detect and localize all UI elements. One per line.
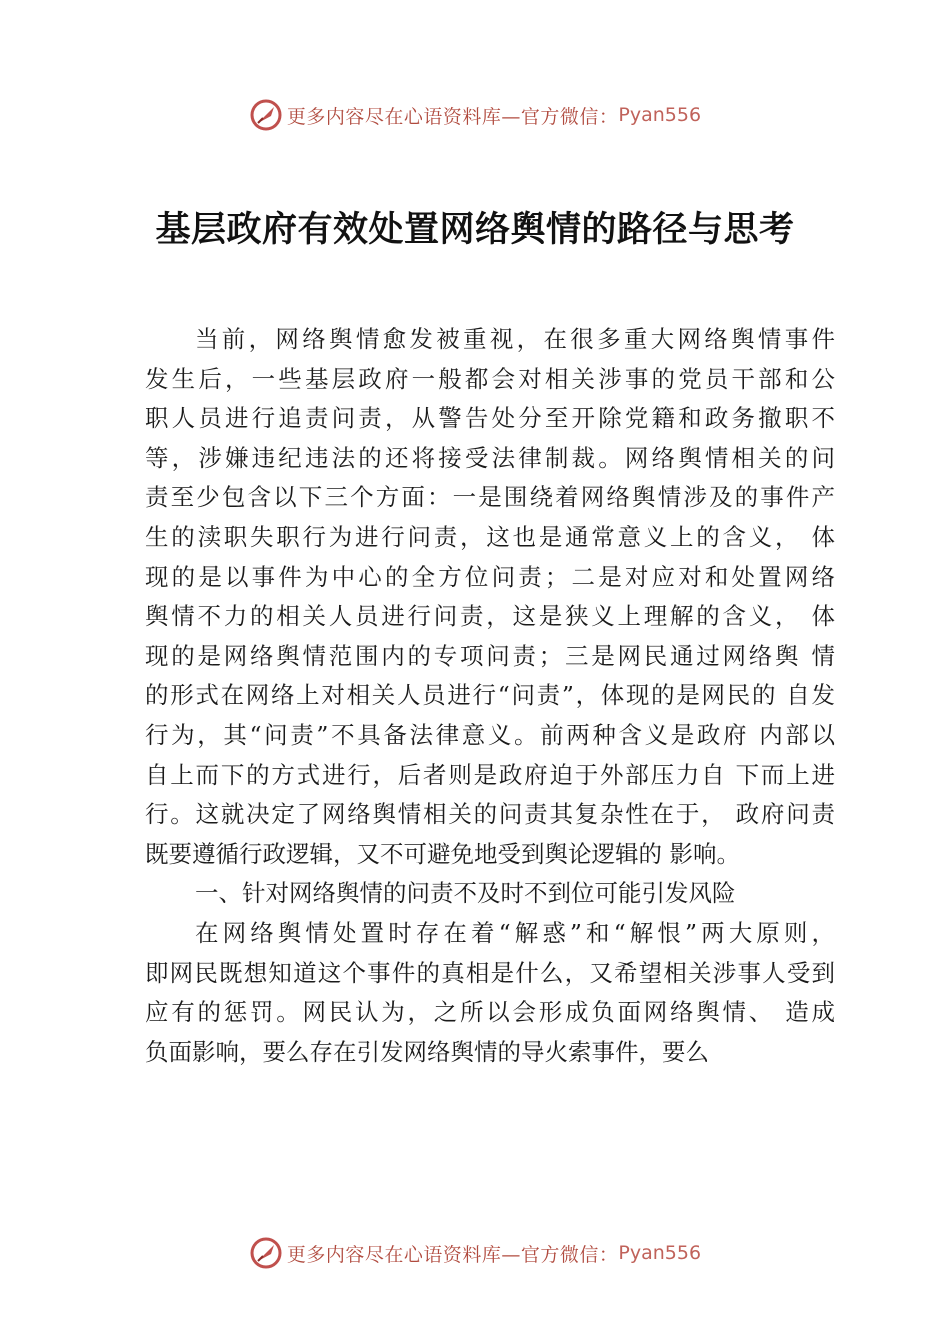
body-line: 行。这就决定了网络舆情相关的问责其复杂性在于， 政府问责 [145,800,835,829]
footer-banner [0,1233,950,1273]
section-heading: 一、针对网络舆情的问责不及时不到位可能引发风险 [195,879,736,908]
body-line: 负面影响，要么存在引发网络舆情的导火索事件，要么 [145,1037,709,1066]
body-line: 职人员进行追责问责，从警告处分至开除党籍和政务撤职不 [145,404,835,433]
header-banner [0,95,950,135]
quill-seal-icon [249,98,283,132]
banner-text: 更多内容尽在心语资料库—官方微信： [286,105,619,128]
banner-wechat-id: Pyan556 [618,104,702,126]
body-line: 舆情不力的相关人员进行问责，这是狭义上理解的含义， 体 [145,602,835,631]
body-line: 责至少包含以下三个方面：一是围绕着网络舆情涉及的事件产 [145,483,835,512]
body-line: 自上而下的方式进行，后者则是政府迫于外部压力自 下而上进 [145,760,835,789]
body-line: 应有的惩罚。网民认为，之所以会形成负面网络舆情、 造成 [145,998,835,1027]
body-line: 的形式在网络上对相关人员进行“问责”，体现的是网民的 自发 [145,681,835,710]
body-line: 既要遵循行政逻辑，又不可避免地受到舆论逻辑的 影响。 [145,839,740,868]
body-line: 现的是网络舆情范围内的专项问责；三是网民通过网络舆 情 [145,641,835,670]
body-line: 当前，网络舆情愈发被重视，在很多重大网络舆情事件 [195,325,835,353]
body-line: 发生后，一些基层政府一般都会对相关涉事的党员干部和公 [145,364,835,393]
body-line: 在网络舆情处置时存在着“解惑”和“解恨”两大原则， [195,918,835,947]
document-body [145,320,835,1072]
body-line: 行为，其“问责”不具备法律意义。前两种含义是政府 内部以 [145,720,835,749]
banner-wechat-id: Pyan556 [618,1242,702,1264]
document-title: 基层政府有效处置网络舆情的路径与思考 [155,209,795,250]
body-line: 现的是以事件为中心的全方位问责；二是对应对和处置网络 [145,562,835,591]
body-line: 生的渎职失职行为进行问责，这也是通常意义上的含义， 体 [145,522,835,551]
body-line: 等，涉嫌违纪违法的还将接受法律制裁。网络舆情相关的问 [145,443,835,472]
body-line: 即网民既想知道这个事件的真相是什么，又希望相关涉事人受到 [145,958,835,987]
banner-text: 更多内容尽在心语资料库—官方微信： [286,1243,619,1266]
quill-seal-icon [249,1236,283,1270]
